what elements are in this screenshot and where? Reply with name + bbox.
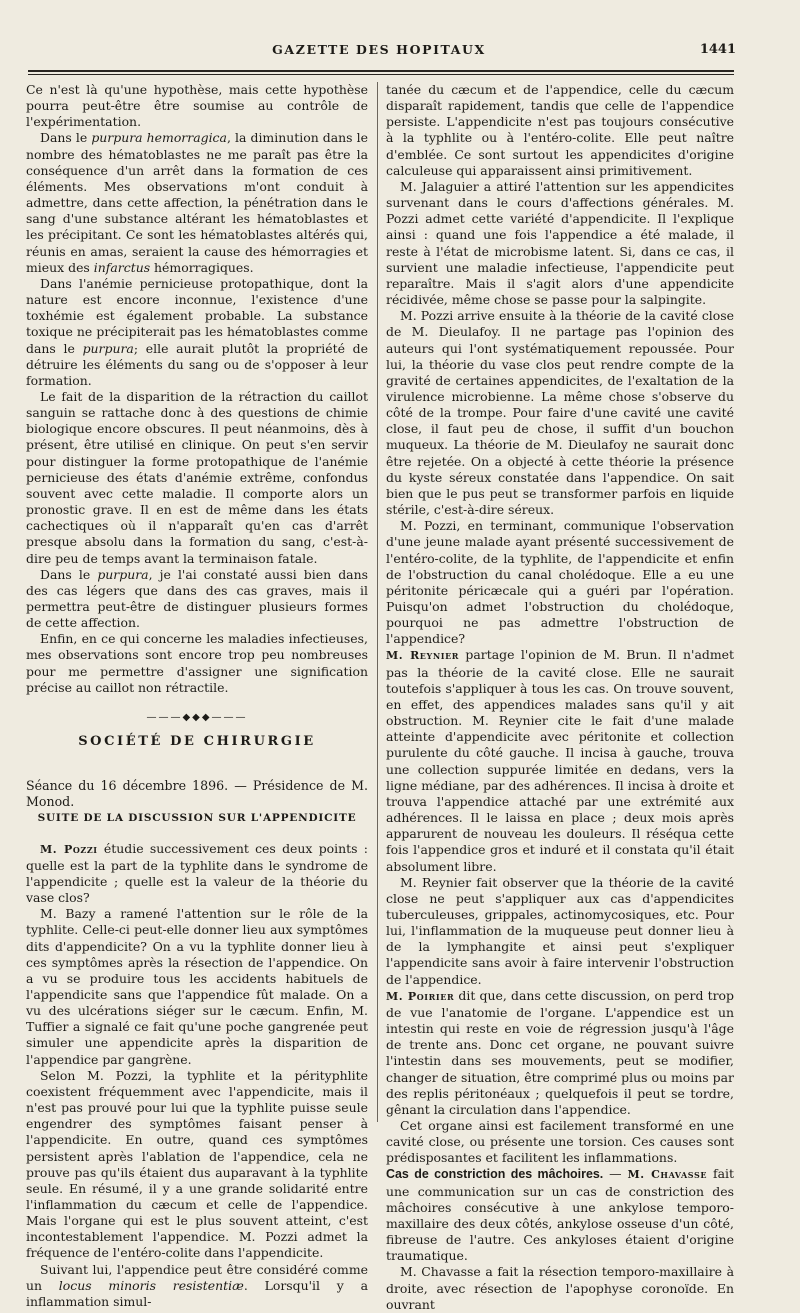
section-ornament: ———◆◆◆——— [146, 711, 248, 723]
paragraph: M. Pozzi étudie successivement ces deux points : quelle est la part de la typhlite dans le syndrome de l'appendicite ; quelle est la valeur de la théorie du vase clos? [26, 840, 368, 906]
header-rule-thick [28, 70, 734, 72]
left-column [26, 82, 368, 1310]
paragraph: Dans le purpura, je l'ai constaté aussi bien dans des cas légers que dans des cas graves, mais il permettra peut-être de distinguer plusieurs formes de cette affection. [26, 566, 368, 631]
paragraph: Dans le purpura hemorragica, la diminution dans le nombre des hématoblastes ne me paraît pas être la conséquence d'un arrêt dans la formation de ces éléments. Mes observations m'ont conduit à admettre, dans cette affection, la pénétration dans le sang d'une substance altérant les hématoblastes et les précipitant. Ce sont les hématoblastes altérés qui, réunis en amas, seraient la cause des hémorragies et mieux des infarctus hémorragiques. [26, 130, 368, 275]
journal-title: GAZETTE DES HOPITAUX [272, 42, 486, 57]
paragraph: tanée du cæcum et de l'appendice, celle du cæcum disparaît rapidement, tandis que celle de l'appendice persiste. L'appendicite n'est pas toujours consécutive à la typhlite ou à l'entéro-colite. Elle peut naître d'emblée. Ce sont surtout les appendicites d'origine calculeuse qui apparaissent ainsi primitivement. [386, 82, 734, 178]
paragraph: Le fait de la disparition de la rétraction du caillot sanguin se rattache donc à des questions de chimie biologique encore obscures. Il peut néanmoins, dès à présent, être utilisé en clinique. On peut s'en servir pour distinguer la forme protopathique de l'anémie pernicieuse des états d'anémie extrême, confondus souvent avec cette maladie. Il comporte alors un pronostic grave. Il en est de même dans les états cachectiques où il n'apparaît qu'en cas d'arrêt presque absolu dans la formation du sang, c'est-à-dire peu de temps avant la terminaison fatale. [26, 388, 368, 566]
column-divider [377, 82, 378, 1122]
page-header [22, 40, 736, 66]
paragraph: Selon M. Pozzi, la typhlite et la pérityphlite coexistent fréquemment avec l'appendicite, mais il n'est pas prouvé pour lui que la typhlite puisse seule engendrer des symptômes faisant penser à l'appendicite. En outre, quand ces symptômes persistent après l'ablation de l'appendice, cela ne prouve pas qu'ils étaient dus auparavant à la typhlite seule. En résumé, il y a une grande solidarité entre l'inflammation du cæcum et celle de l'appendice. Mais l'organe qui est le plus souvent atteint, c'est incontestablement l'appendice. M. Pozzi admet la fréquence de l'entéro-colite dans l'appendicite. [26, 1067, 368, 1261]
paragraph: M. Pozzi arrive ensuite à la théorie de la cavité close de M. Dieulafoy. Il ne partage pas l'opinion des auteurs qui l'ont systématiquement repoussée. Pour lui, la théorie du vase clos peut rendre compte de la gravité de certaines appendicites, de l'exaltation de la virulence microbienne. La même chose s'observe du côté de la trompe. Pour faire d'une cavité une cavité close, il faut peu de chose, il suffit d'un bouchon muqueux. La théorie de M. Dieulafoy ne saurait donc être rejetée. On a objecté à cette théorie la présence du kyste séreux constatée dans l'appendice. On sait bien que le pus peut se transformer parfois en liquide stérile, c'est-à-dire séreux. [386, 308, 734, 518]
paragraph: Cet organe ainsi est facilement transformé en une cavité close, ou présente une torsion. Ces causes sont prédisposantes et facilitent les inflammations. [386, 1118, 734, 1166]
paragraph: Cas de constriction des mâchoires. — M. Chavasse fait une communication sur un cas de constriction des mâchoires consécutive à une ankylose temporo-maxillaire des deux côtés, ankylose osseuse d'un côté, fibreuse de l'autre. Ces ankyloses étaient d'origine traumatique. [386, 1166, 734, 1264]
paragraph: Ce n'est là qu'une hypothèse, mais cette hypothèse pourra peut-être être soumise au contrôle de l'expérimentation. [26, 82, 368, 130]
right-column [386, 82, 734, 1313]
header-rule-thin [28, 74, 734, 75]
page-number: 1441 [699, 42, 736, 57]
discussion-subtitle: SUITE DE LA DISCUSSION SUR L'APPENDICITE [37, 812, 357, 825]
society-title: SOCIÉTÉ DE CHIRURGIE [78, 733, 316, 749]
paragraph: Enfin, en ce qui concerne les maladies infectieuses, mes observations sont encore trop peu nombreuses pour me permettre d'assigner une signification précise au caillot non rétractile. [26, 631, 368, 695]
seance-line: Séance du 16 décembre 1896. — Présidence de M. Monod. [26, 778, 368, 810]
paragraph: M. Reynier partage l'opinion de M. Brun. Il n'admet pas la théorie de la cavité close. Elle ne saurait toutefois s'appliquer à tous les cas. On trouve souvent, en effet, des appendices malades sans qu'il y ait obstruction. M. Reynier cite le fait d'une malade atteinte d'appendicite avec péritonite et collection purulente du côté gauche. Il incisa à gauche, trouva une collection suppurée limitée en dedans, vers la ligne médiane, par des adhérences. Il incisa à droite et trouva l'appendice attaché par une extrémité aux adhérences. Il le laissa en place ; deux mois après apparurent de nouveau les douleurs. Il réséqua cette fois l'appendice gros et induré et il constata qu'il était absolument libre. [386, 647, 735, 874]
section-heading: Cas de constriction des mâchoires. [386, 1167, 604, 1182]
paragraph: Suivant lui, l'appendice peut être considéré comme un locus minoris resistentiæ. Lorsqu'il y a inflammation simul- [26, 1261, 368, 1309]
paragraph: M. Pozzi, en terminant, communique l'observation d'une jeune malade ayant présenté successivement de l'entéro-colite, de la typhlite, de l'appendicite et enfin de l'obstruction du canal cholédoque. Elle a eu une péritonite péricæcale qui a guéri par l'opération. Puisqu'on admet l'obstruction du cholédoque, pourquoi ne pas admettre l'obstruction de l'appendice? [386, 518, 734, 647]
paragraph: M. Bazy a ramené l'attention sur le rôle de la typhlite. Celle-ci peut-elle donner lieu aux symptômes dits d'appendicite? On a vu la typhlite donner lieu à ces symptômes après la résection de l'appendice. On a vu se produire tous les accidents habituels de l'appendicite sans que l'appendice fût malade. On a vu des ulcérations siéger sur le cæcum. Enfin, M. Tuffier a signalé ce fait qu'une poche gangrenée peut simuler une appendicite après la disparition de l'appendice par gangrène. [26, 906, 368, 1067]
paragraph: M. Jalaguier a attiré l'attention sur les appendicites survenant dans le cours d'affections générales. M. Pozzi admet cette variété d'appendicite. Il l'explique ainsi : quand une fois l'appendice a été malade, il reste à l'état de microbisme latent. Si, dans ce cas, il survient une maladie infectieuse, l'appendicite peut reparaître. Mais il s'agit alors d'une appendicite récidivée, même chose se passe pour la salpingite. [386, 178, 734, 308]
paragraph: Dans l'anémie pernicieuse protopathique, dont la nature est encore inconnue, l'existence d'une toxhémie est également probable. La substance toxique ne précipiterait pas les hématoblastes comme dans le purpura; elle aurait plutôt la propriété de détruire les éléments du sang ou de s'opposer à leur formation. [26, 275, 369, 388]
paragraph: M. Poirier dit que, dans cette discussion, on perd trop de vue l'anatomie de l'organe. L'appendice est un intestin qui reste en voie de régression jusqu'à l'âge de trente ans. Donc cet organe, ne pouvant suivre l'intestin dans ses mouvements, peut se modifier, changer de situation, être comprimé plus ou moins par des replis péritonéaux ; quelquefois il peut se tordre, gênant la circulation dans l'appendice. [386, 987, 734, 1117]
paragraph: M. Reynier fait observer que la théorie de la cavité close ne peut s'appliquer aux cas d'appendicites tuberculeuses, grippales, actinomycosiques, etc. Pour lui, l'inflammation de la muqueuse peut donner lieu à de la lymphangite et ainsi peut s'expliquer l'appendicite sans avoir à faire intervenir l'obstruction de l'appendice. [386, 874, 734, 987]
paragraph: M. Chavasse a fait la résection temporo-maxillaire à droite, avec résection de l'apophyse coronoïde. En ouvrant [386, 1264, 734, 1312]
